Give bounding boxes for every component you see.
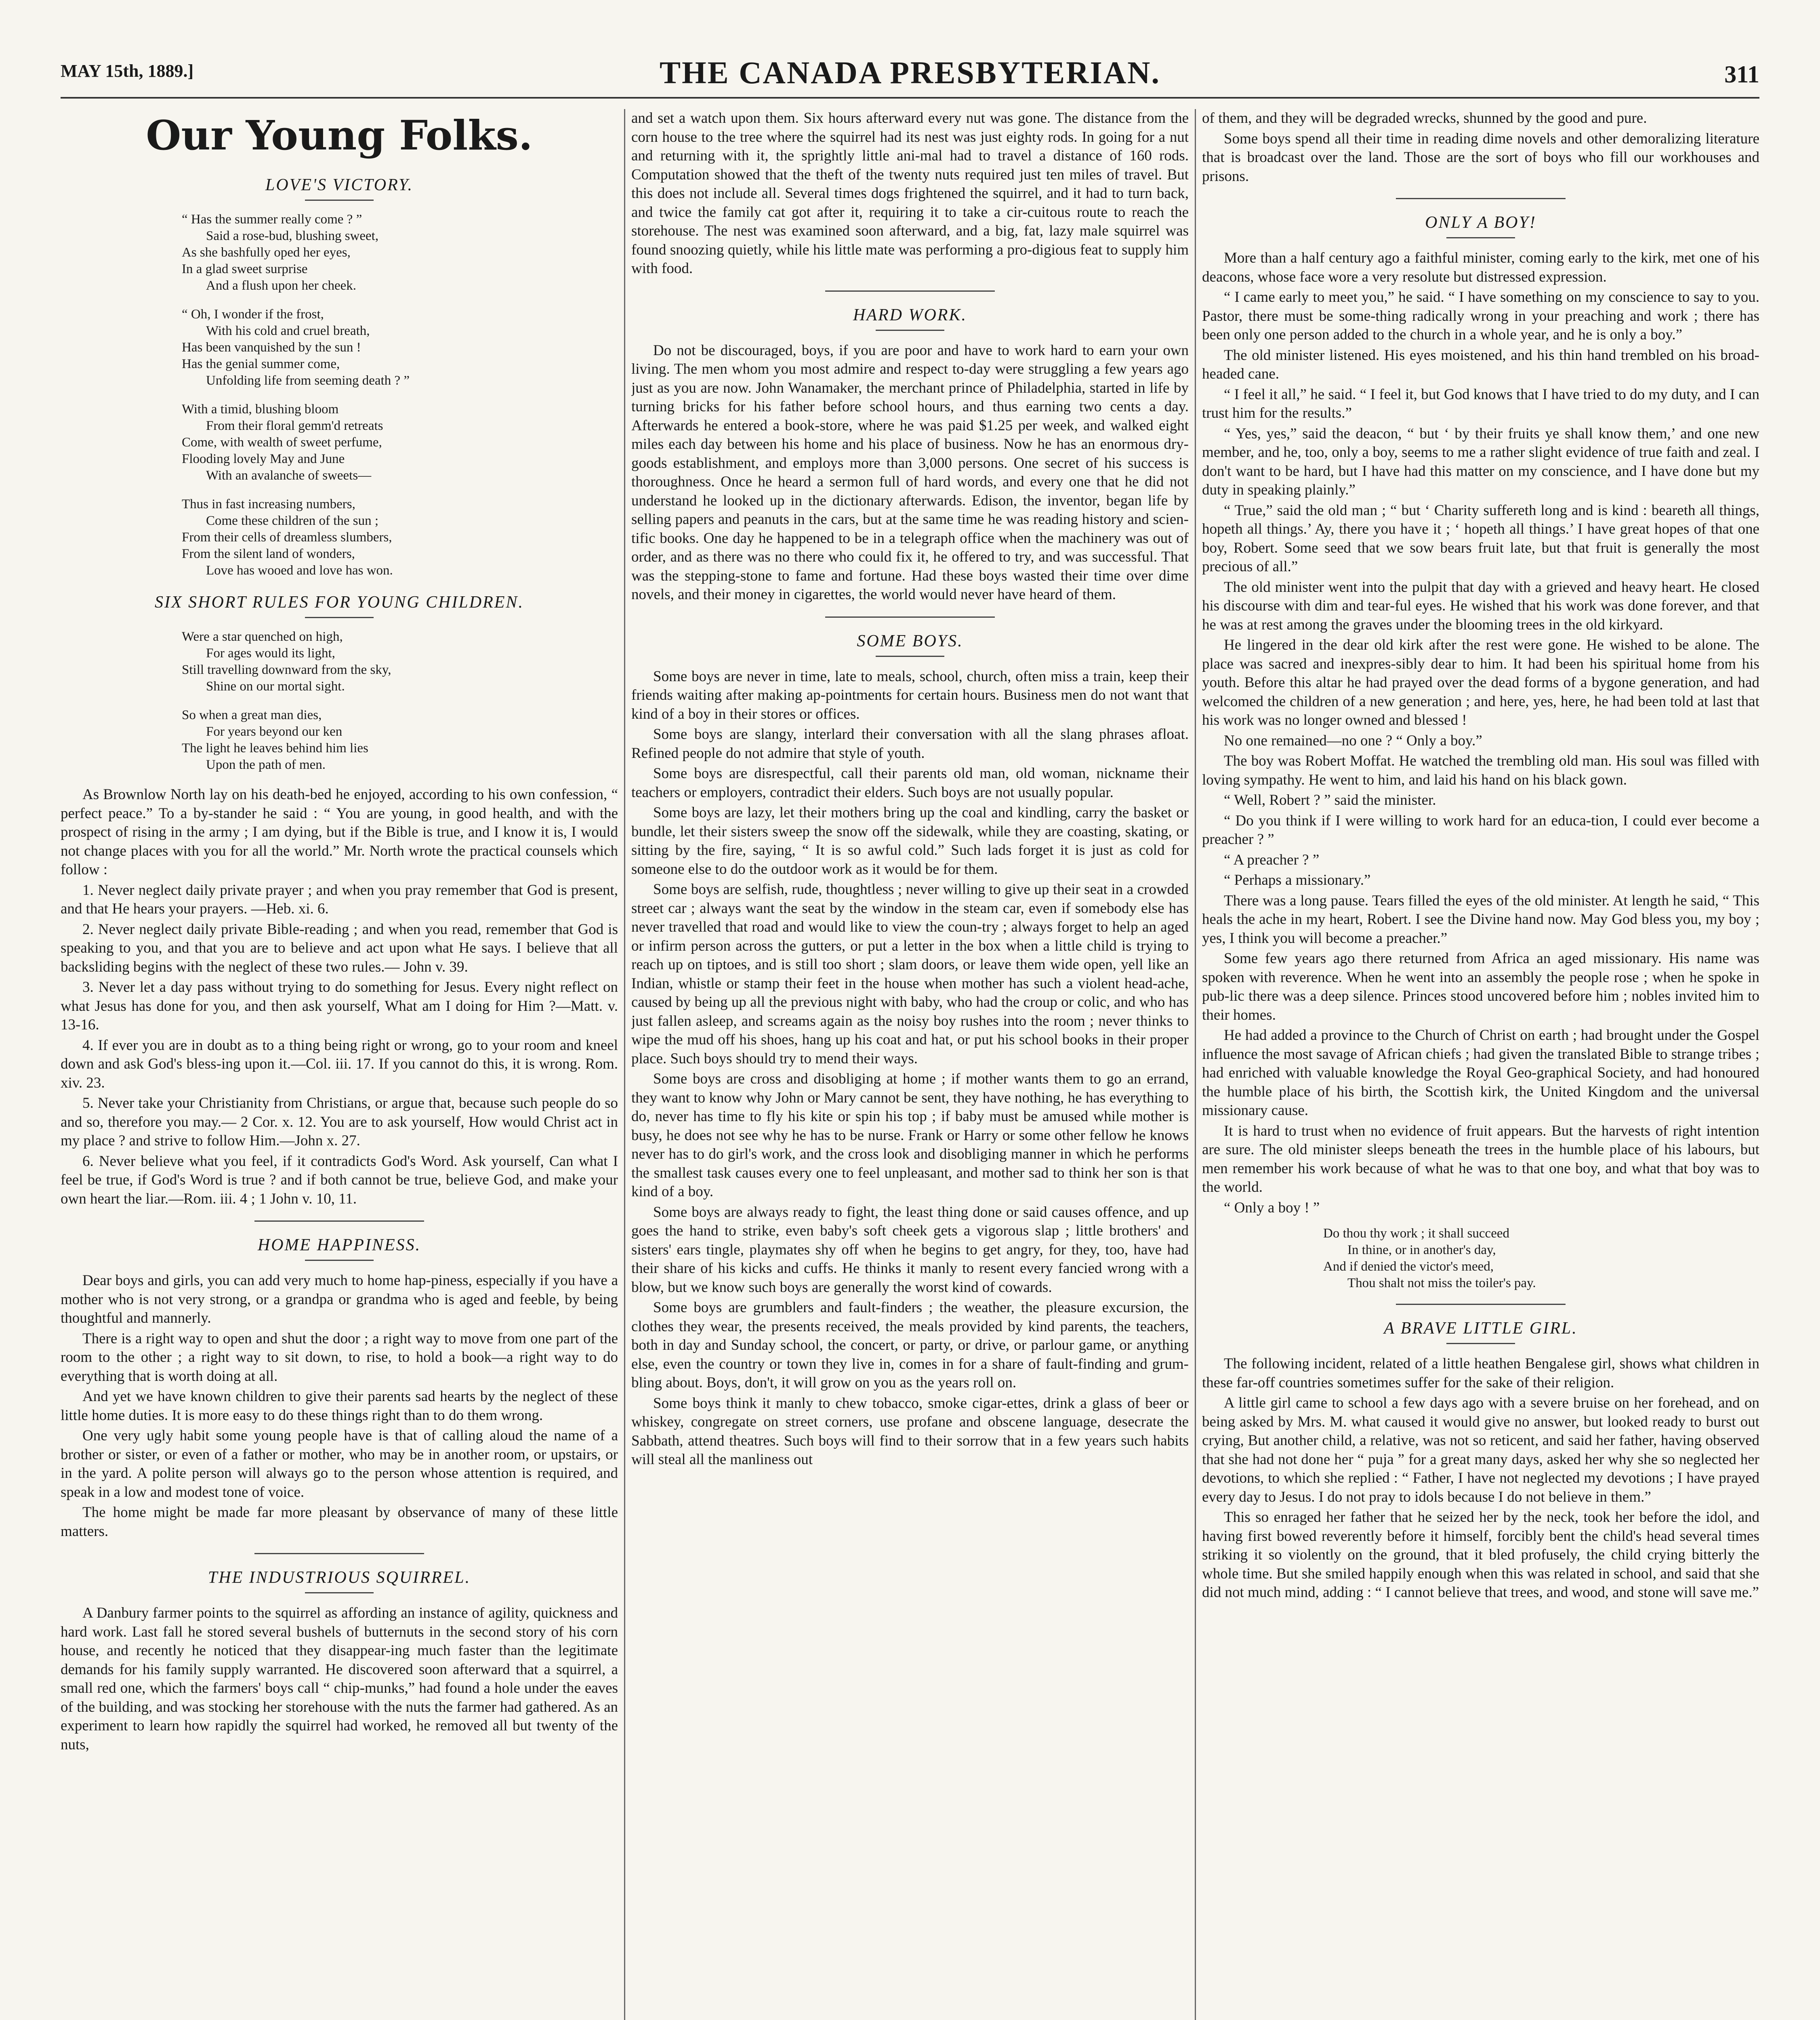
article-body-only-a-boy bbox=[1202, 249, 1759, 1217]
poem-line: Thus in fast increasing numbers, bbox=[182, 497, 355, 511]
section-rule bbox=[1396, 1304, 1566, 1305]
paragraph: “ Well, Robert ? ” said the minister. bbox=[1224, 792, 1436, 808]
article-title-some-boys: SOME BOYS. bbox=[857, 631, 963, 650]
newspaper-title: THE CANADA PRESBYTERIAN. bbox=[659, 55, 1161, 90]
poem-line: Love has wooed and love has won. bbox=[206, 563, 393, 578]
poem-line: Come, with wealth of sweet perfume, bbox=[182, 435, 382, 450]
paragraph: The boy was Robert Moffat. He watched the trembling old man. His soul was filled with loving sympathy. He went to him, and laid his hand on his black gown. bbox=[1202, 753, 1759, 788]
paragraph: Some boys are selfish, rude, thoughtless ; never willing to give up their seat in a crowded street car ; always want the seat by the window in the steam car, even if somebody else has never travelled that road and would like to view the coun-try ; always forget to help an aged or infirm person across the gutters, or put a letter in the box when a little child is trying to reach up on tiptoes, and is still too short ; slam doors, or leave them wide open, yell like an Indian, whistle or stamp their feet in the house when mother has such a violent head-ache, caused by being up all the previous night with baby, who had the croup or colic, and who has just fallen asleep, and screams again as the noisy boy rushes into the room ; never thinks to wipe the mud off his shoes, hang up his coat and hat, or put his school books in their proper place. Such boys should try to mend their ways. bbox=[631, 881, 1189, 1067]
article-continuation-some-boys: of them, and they will be degraded wrecks, shunned by the good and pure. bbox=[1202, 110, 1647, 126]
poem-line: Shine on our mortal sight. bbox=[206, 679, 345, 694]
paragraph: He had added a province to the Church of Christ on earth ; had brought under the Gospel influence the most savage of African chiefs ; had given the translated Bible to strange tribes ; had enriched with valuable knowledge the Royal Geo-graphical Society, and had honoured the humble place of his birth, the Scottish kirk, the United Kingdom and the universal missionary cause. bbox=[1202, 1027, 1759, 1119]
paragraph: “ Do you think if I were willing to work hard for an educa-tion, I could ever become a preacher ? ” bbox=[1202, 812, 1759, 848]
paragraph: And yet we have known children to give their parents sad hearts by the neglect of these little home duties. It is more easy to do these things right than to do them wrong. bbox=[61, 1388, 618, 1424]
column-left bbox=[61, 109, 618, 2020]
paragraph: Some boys are disrespectful, call their parents old man, old woman, nickname their teachers or employers, contradict their elders. Such boys are not usually popular. bbox=[631, 765, 1189, 801]
poem-line: With a timid, blushing bloom bbox=[182, 402, 339, 417]
article-body-six-rules bbox=[61, 785, 618, 1208]
column-divider bbox=[624, 109, 625, 2020]
paragraph: 1. Never neglect daily private prayer ; and when you pray remember that God is present, and that He hears your prayers. —Heb. xi. 6. bbox=[61, 882, 618, 917]
article-body-some-boys-end bbox=[1202, 130, 1759, 186]
paragraph: Some boys think it manly to chew tobacco, smoke cigar-ettes, drink a glass of beer or whiskey, congregate on street corners, use profane and obscene language, desecrate the Sabbath, attend theatres. Such boys will find to their sorrow that in a few years such habits will steal all the manliness out bbox=[631, 1395, 1189, 1468]
section-rule bbox=[825, 617, 995, 618]
poem-line: Has the genial summer come, bbox=[182, 357, 340, 371]
poem-six-rules bbox=[182, 629, 618, 773]
poem-stanza bbox=[182, 496, 618, 579]
poem-line: For ages would its light, bbox=[206, 646, 335, 661]
article-title-brave-girl: A BRAVE LITTLE GIRL. bbox=[1384, 1319, 1578, 1338]
paragraph: A Danbury farmer points to the squirrel as affording an instance of agility, quickness and hard work. Last fall he stored several bushels of butternuts in the second story of his corn house, and recently he noticed that they disappear-ing much faster than the legitimate demands for his family supply warranted. He discovered soon afterward that a squirrel, a small red one, which the farmers' boys call “ chip-munks,” had found a hole under the eaves of the building, and was stocking her storehouse with the nuts the farmer had gathered. As an experiment to learn how rapidly the squirrel had worked, he removed all but twenty of the nuts, bbox=[61, 1605, 618, 1753]
paragraph: 3. Never let a day pass without trying to do something for Jesus. Every night reflect on what Jesus has done for you, and then ask yourself, What am I doing for Him ?—Matt. v. 13-16. bbox=[61, 979, 618, 1033]
paragraph: 4. If ever you are in doubt as to a thing being right or wrong, go to your room and kneel down and ask God's bless-ing upon it.—Col. iii. 17. If you cannot do this, it is wrong. Rom. xiv. 23. bbox=[61, 1037, 618, 1091]
paragraph: The old minister went into the pulpit that day with a grieved and heavy heart. He closed his discourse with dim and tear-ful eyes. He wished that his work was done forever, and that he was at rest among the graves under the blooming trees in the old kirkyard. bbox=[1202, 579, 1759, 633]
poem-stanza bbox=[182, 306, 618, 389]
poem-line: “ Oh, I wonder if the frost, bbox=[182, 307, 324, 322]
paragraph: Dear boys and girls, you can add very much to home hap-piness, especially if you have a mother who is not very strong, or a grandpa or grandma who is aged and feeble, by being thoughtful and mannerly. bbox=[61, 1272, 618, 1326]
poem-stanza bbox=[182, 401, 618, 484]
paragraph: As Brownlow North lay on his death-bed he enjoyed, according to his own confession, “ perfect peace.” To a by-stander he said : “ You are young, in good health, and with the prospect of rising in the army ; I am dying, but if the Bible is true, and I know it is, I would not change places with you for all the world.” Mr. North wrote the practical counsels which follow : bbox=[61, 786, 618, 878]
poem-line: Come these children of the sun ; bbox=[206, 513, 379, 528]
poem-line: Has been vanquished by the sun ! bbox=[182, 340, 361, 355]
poem-line: Upon the path of men. bbox=[206, 758, 326, 772]
title-rule bbox=[305, 1260, 374, 1261]
poem-line: Still travelling downward from the sky, bbox=[182, 663, 391, 677]
column-divider bbox=[1195, 109, 1196, 2020]
poem-line: From their cells of dreamless slumbers, bbox=[182, 530, 392, 545]
paragraph: “ Yes, yes,” said the deacon, “ but ‘ by their fruits ye shall know them,’ and one new member, and he, too, only a boy, seems to me a rather slight evidence of true faith and zeal. I don't want to be hard, but I have had this matter on my conscience, and I have done but my duty in speaking plainly.” bbox=[1202, 425, 1759, 498]
poem-line: So when a great man dies, bbox=[182, 708, 322, 722]
paragraph: This so enraged her father that he seized her by the neck, took her before the idol, and having first bowed reverently before it himself, forcibly bent the child's head several times striking it so violently on the ground, that it bled profusely, the child crying bitterly the whole time. But she smiled happily enough when this was related in school, and said that she did not much mind, adding : “ I cannot believe that trees, and wood, and stone will save me.” bbox=[1202, 1509, 1759, 1601]
article-continuation-squirrel: and set a watch upon them. Six hours afterward every nut was gone. The distance from the corn house to the tree where the squirrel had its nest was just eighty rods. In going for a nut and returning with it, the sprightly little ani-mal had to travel a distance of 160 rods. Computation showed that the theft of the twenty nuts required just ten miles of travel. But this does not include all. Several times dogs frightened the squirrel, and it had to turn back, and twice the family cat got after it, requiring it to take a cir-cuitous route to reach the storehouse. The nest was examined soon afterward, and a big, fat, lazy male squirrel was found snoozing quietly, while his little mate was performing a pro-digious feat to supply him with food. bbox=[631, 110, 1189, 277]
paragraph: “ Only a boy ! ” bbox=[1224, 1199, 1320, 1216]
poem-line: In thine, or in another's day, bbox=[1347, 1243, 1496, 1257]
paragraph: The home might be made far more pleasant by observance of many of these little matters. bbox=[61, 1504, 618, 1540]
paragraph: Some boys are lazy, let their mothers bring up the coal and kindling, carry the basket or bundle, let their sisters sweep the snow off the sidewalk, while they are coasting, skating, or sitting by the fire, saying, “ It is so awful cold.” Such lads forget it is just as cold for someone else to do the outdoor work as it would be for them. bbox=[631, 804, 1189, 877]
title-rule bbox=[305, 617, 374, 618]
poem-line: Do thou thy work ; it shall succeed bbox=[1323, 1226, 1510, 1241]
paragraph: Some boys are cross and disobliging at home ; if mother wants them to go an errand, they want to know why John or Mary cannot be sent, they have nothing, he has everything to do, never has time to fly his kite or spin his top ; if baby must be amused while mother is busy, he does not see why he has to be nurse. Frank or Harry or some other fellow he knows never has to do girl's work, and the cross look and disobliging manner in which he performs the smallest task causes every one to feel unpleasant, and mother sad to think her son is that kind of a boy. bbox=[631, 1071, 1189, 1200]
poem-line: For years beyond our ken bbox=[206, 724, 343, 739]
article-title-loves-victory: LOVE'S VICTORY. bbox=[265, 176, 413, 194]
article-title-hard-work: HARD WORK. bbox=[853, 305, 967, 324]
paragraph: There is a right way to open and shut the door ; a right way to move from one part of the room to the other ; a right way to sit down, to rise, to hold a book—a right way to do everything that is worth doing at all. bbox=[61, 1330, 618, 1385]
paragraph: Some boys are grumblers and fault-finders ; the weather, the pleasure excursion, the clothes they wear, the presents received, the meals provided by kind parents, the teachers, both in day and Sunday school, the concert, or party, or drive, or parlour game, or anything else, even the country or town they live in, comes in for a share of fault-finding and grum-bling about. Boys, don't, it will grow on you as the years roll on. bbox=[631, 1299, 1189, 1391]
page-number: 311 bbox=[1724, 61, 1759, 88]
paragraph: It is hard to trust when no evidence of fruit appears. But the harvests of right intention are sure. The old minister sleeps beneath the trees in the humble place of his labours, but men remember his work because of what he was to that one boy, and what that boy was to the world. bbox=[1202, 1122, 1759, 1195]
paragraph: Some boys are always ready to fight, the least thing done or said causes offence, and up goes the hand to strike, even baby's soft cheek gets a vigorous slap ; little brothers' and sisters' ears tingle, playmates shy off when he begins to get angry, for they, too, have had their share of his kicks and cuffs. He thinks it manly to resent every fancied wrong with a blow, but we know such boys are generally the worst kind of cowards. bbox=[631, 1204, 1189, 1296]
article-title-only-a-boy: ONLY A BOY! bbox=[1425, 213, 1536, 232]
paragraph: “ I feel it all,” he said. “ I feel it, but God knows that I have tried to do my duty, and I can trust him for the results.” bbox=[1202, 386, 1759, 421]
paragraph: Do not be discouraged, boys, if you are poor and have to work hard to earn your own living. The men whom you most admire and respect to-day were struggling a few years ago just as you are now. John Wanamaker, the merchant prince of Philadelphia, started in life by turning bricks for his father before school hours, and thus earning two cents a day. Afterwards he entered a book-store, where he was paid $1.25 per week, and walked eight miles each day between his home and his place of business. Now he has an enormous dry-goods establishment, and employs more than 3,000 persons. One secret of his success is thoroughness. Once he heard a sermon full of hard words, and every one that he did not understand he looked up in the dictionary afterwards. Edison, the inventor, began life by selling papers and peanuts in the cars, but at the same time he was reading history and scien-tific books. One day he happened to be in a telegraph office when the machinery was out of order, and as there was no there who could fix it, he offered to try, and was successful. That was the stepping-stone to fame and fortune. Had these boys wasted their time over dime novels, and their money in cigarettes, the world would never have heard of them. bbox=[631, 342, 1189, 603]
article-body-squirrel bbox=[61, 1604, 618, 1754]
poem-line: “ Has the summer really come ? ” bbox=[182, 212, 362, 227]
paragraph: Some boys are never in time, late to meals, school, church, often miss a train, keep their friends waiting after making ap-pointments for certain hours. Business men do not want that kind of a boy in their stores or offices. bbox=[631, 668, 1189, 722]
article-title-home-happiness: HOME HAPPINESS. bbox=[257, 1236, 421, 1254]
article-body-brave-girl bbox=[1202, 1355, 1759, 1602]
poem-line: Unfolding life from seeming death ? ” bbox=[206, 373, 410, 388]
poem-line: Thou shalt not miss the toiler's pay. bbox=[1347, 1276, 1536, 1290]
poem-line: And if denied the victor's meed, bbox=[1323, 1259, 1494, 1274]
poem-stanza bbox=[182, 629, 618, 695]
poem-line: With an avalanche of sweets— bbox=[206, 468, 372, 483]
paragraph: “ A preacher ? ” bbox=[1224, 851, 1320, 868]
issue-date: MAY 15th, 1889.] bbox=[61, 61, 194, 81]
poem-stanza bbox=[182, 707, 618, 773]
column-right bbox=[1202, 109, 1759, 2020]
header-rule bbox=[61, 97, 1759, 99]
paragraph: 6. Never believe what you feel, if it contradicts God's Word. Ask yourself, Can what I feel be true, if God's Word is true ? and if both cannot be true, believe God, and make your own heart the liar.—Rom. iii. 4 ; 1 John v. 10, 11. bbox=[61, 1153, 618, 1207]
title-rule bbox=[305, 1592, 374, 1593]
paragraph: There was a long pause. Tears filled the eyes of the old minister. At length he said, “ This heals the ache in my heart, Robert. I see the Divine hand now. May God bless you, my boy ; yes, I think you will become a preacher.” bbox=[1202, 892, 1759, 947]
paragraph: A little girl came to school a few days ago with a severe bruise on her forehead, and on being asked by Mrs. M. what caused it would give no answer, but looked ready to burst out crying, But another child, a relative, was not so reticent, and said her father, having observed that she had not done her “ puja ” for a great many days, asked her why she so neglected her devotions, to which she replied : “ Father, I have not neglected my devotions ; I have prayed every day to Jesus. I do not pray to idols because I do not believe in them.” bbox=[1202, 1395, 1759, 1505]
paragraph: Some boys spend all their time in reading dime novels and other demoralizing literature that is broadcast over the land. Those are the sort of boys who fill our workhouses and prisons. bbox=[1202, 130, 1759, 185]
title-rule bbox=[305, 200, 374, 201]
paragraph: 2. Never neglect daily private Bible-reading ; and when you read, remember that God is speaking to you, and that you are to believe and act upon what He says. I believe that all backsliding begins with the neglect of these two rules.— John v. 39. bbox=[61, 921, 618, 975]
poem-line: Said a rose-bud, blushing sweet, bbox=[206, 229, 379, 243]
paragraph: The old minister listened. His eyes moistened, and his thin hand trembled on his broad-headed cane. bbox=[1202, 347, 1759, 382]
article-body-hard-work bbox=[631, 341, 1189, 604]
section-masthead: Our Young Folks. bbox=[146, 112, 533, 159]
article-title-six-rules: SIX SHORT RULES FOR YOUNG CHILDREN. bbox=[155, 593, 524, 612]
article-body-some-boys bbox=[631, 667, 1189, 1469]
poem-stanza bbox=[182, 211, 618, 294]
paragraph: 5. Never take your Christianity from Christians, or argue that, because such people do so and so, therefore you may.— 2 Cor. x. 12. You are to ask yourself, How would Christ act in my place ? and strive to follow Him.—John x. 27. bbox=[61, 1095, 618, 1149]
poem-line: In a glad sweet surprise bbox=[182, 262, 308, 276]
poem-line: The light he leaves behind him lies bbox=[182, 741, 368, 755]
paragraph: “ Perhaps a missionary.” bbox=[1224, 872, 1371, 888]
section-rule bbox=[254, 1220, 424, 1222]
column-middle bbox=[631, 109, 1189, 2020]
paragraph: One very ugly habit some young people have is that of calling aloud the name of a brother or sister, or even of a father or mother, who may be in another room, or upstairs, or in the yard. A polite person will always go to the person whose attention is required, and speak in a low and modest tone of voice. bbox=[61, 1427, 618, 1500]
title-rule bbox=[876, 330, 944, 331]
paragraph: “ True,” said the old man ; “ but ‘ Charity suffereth long and is kind : beareth all things, hopeth all things.’ Ay, there you have it ; ‘ hopeth all things.’ I have great hopes of that one boy, Robert. Some seed that we sow bears fruit late, but that fruit is generally the most precious of all.” bbox=[1202, 502, 1759, 575]
title-rule bbox=[1446, 1343, 1515, 1344]
poem-line: Flooding lovely May and June bbox=[182, 452, 345, 466]
article-title-squirrel: THE INDUSTRIOUS SQUIRREL. bbox=[208, 1568, 471, 1587]
article-body-home-happiness bbox=[61, 1271, 618, 1541]
section-rule bbox=[825, 290, 995, 292]
poem-line: From their floral gemm'd retreats bbox=[206, 419, 383, 433]
section-rule bbox=[254, 1553, 424, 1554]
paragraph: No one remained—no one ? “ Only a boy.” bbox=[1224, 732, 1482, 749]
paragraph: The following incident, related of a little heathen Bengalese girl, shows what children in these far-off countries sometimes suffer for the sake of their religion. bbox=[1202, 1355, 1759, 1391]
poem-line: As she bashfully oped her eyes, bbox=[182, 245, 351, 260]
poem-line: And a flush upon her cheek. bbox=[206, 278, 357, 293]
poem-line: From the silent land of wonders, bbox=[182, 547, 355, 561]
paragraph: Some few years ago there returned from Africa an aged missionary. His name was spoken with reverence. When he went into an assembly the people rose ; when he spoke in pub-lic there was a deep silence. Princes stood uncovered before him ; nobles invited him to their homes. bbox=[1202, 950, 1759, 1023]
title-rule bbox=[1446, 237, 1515, 238]
section-rule bbox=[1396, 198, 1566, 199]
poem-line: Were a star quenched on high, bbox=[182, 629, 343, 644]
poem-loves-victory bbox=[182, 211, 618, 579]
title-rule bbox=[876, 656, 944, 657]
paragraph: He lingered in the dear old kirk after the rest were gone. He wished to be alone. The place was sacred and inexpres-sibly dear to him. It had been his spiritual home from his youth. Before this altar he had prayed over the dead forms of a bygone generation, and had welcomed the children of a new generation ; and here, yes, here, he had been told at last that his work was no longer owned and blessed ! bbox=[1202, 637, 1759, 728]
paragraph: More than a half century ago a faithful minister, coming early to the kirk, met one of his deacons, whose face wore a very resolute but distressed expression. bbox=[1202, 250, 1759, 285]
poem-line: With his cold and cruel breath, bbox=[206, 324, 370, 338]
paragraph: “ I came early to meet you,” he said. “ I have something on my conscience to say to you. Pastor, there must be some-thing radically wrong in your preaching and work ; there has been only one person added to the church in a whole year, and he is only a boy.” bbox=[1202, 289, 1759, 343]
verse-only-a-boy bbox=[1323, 1225, 1759, 1292]
paragraph: Some boys are slangy, interlard their conversation with all the slang phrases afloat. Refined people do not admire that style of youth. bbox=[631, 726, 1189, 762]
